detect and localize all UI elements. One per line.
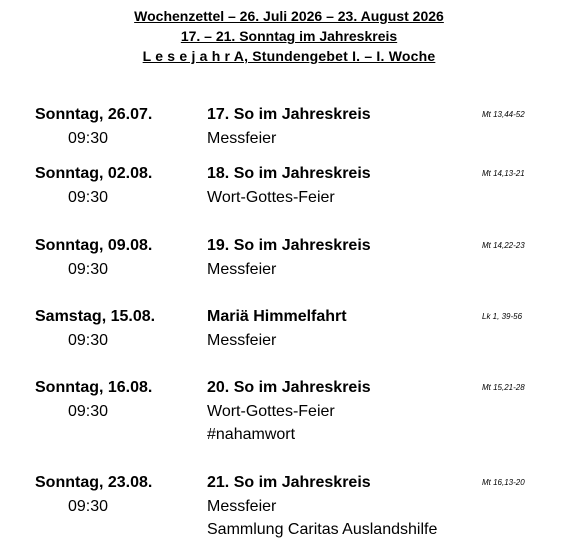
entry-service: Messfeier (207, 498, 277, 515)
entry-reading-ref: Mt 14,13-21 (482, 169, 525, 178)
entry-time: 09:30 (68, 189, 109, 206)
entry-title: 19. So im Jahreskreis (207, 237, 371, 254)
entry-service: Wort-Gottes-Feier (207, 189, 335, 206)
entry-reading-ref: Mt 13,44-52 (482, 110, 525, 119)
entry-date: Samstag, 15.08. (35, 308, 156, 325)
entry-reading-ref: Mt 15,21-28 (482, 383, 525, 392)
entry-time: 09:30 (68, 403, 109, 420)
entry-title: Mariä Himmelfahrt (207, 308, 347, 325)
entry-note: Sammlung Caritas Auslandshilfe (207, 521, 438, 538)
entry-reading-ref: Mt 14,22-23 (482, 241, 525, 250)
entry-title: 18. So im Jahreskreis (207, 165, 371, 182)
header-subtitle: 17. – 21. Sonntag im Jahreskreis (180, 28, 398, 44)
entry-date: Sonntag, 02.08. (35, 165, 153, 182)
entry-reading-ref: Mt 16,13-20 (482, 478, 525, 487)
document-header (0, 6, 578, 66)
entry-service: Messfeier (207, 130, 277, 147)
entry-time: 09:30 (68, 332, 109, 349)
entry-date: Sonntag, 23.08. (35, 474, 153, 491)
entry-title: 20. So im Jahreskreis (207, 379, 371, 396)
entry-date: Sonntag, 16.08. (35, 379, 153, 396)
entry-time: 09:30 (68, 130, 109, 147)
entry-service: Messfeier (207, 261, 277, 278)
header-title: Wochenzettel – 26. Juli 2026 – 23. August 2026 (134, 8, 444, 24)
entry-note: #nahamwort (207, 426, 296, 443)
entry-service: Messfeier (207, 332, 277, 349)
entry-reading-ref: Lk 1, 39-56 (482, 312, 523, 321)
entry-service: Wort-Gottes-Feier (207, 403, 335, 420)
entry-title: 21. So im Jahreskreis (207, 474, 371, 491)
entry-date: Sonntag, 26.07. (35, 106, 153, 123)
entry-time: 09:30 (68, 498, 109, 515)
entry-title: 17. So im Jahreskreis (207, 106, 371, 123)
entry-date: Sonntag, 09.08. (35, 237, 153, 254)
header-reading-year: L e s e j a h r A, Stundengebet I. – I. Woche (142, 48, 436, 64)
entry-time: 09:30 (68, 261, 109, 278)
